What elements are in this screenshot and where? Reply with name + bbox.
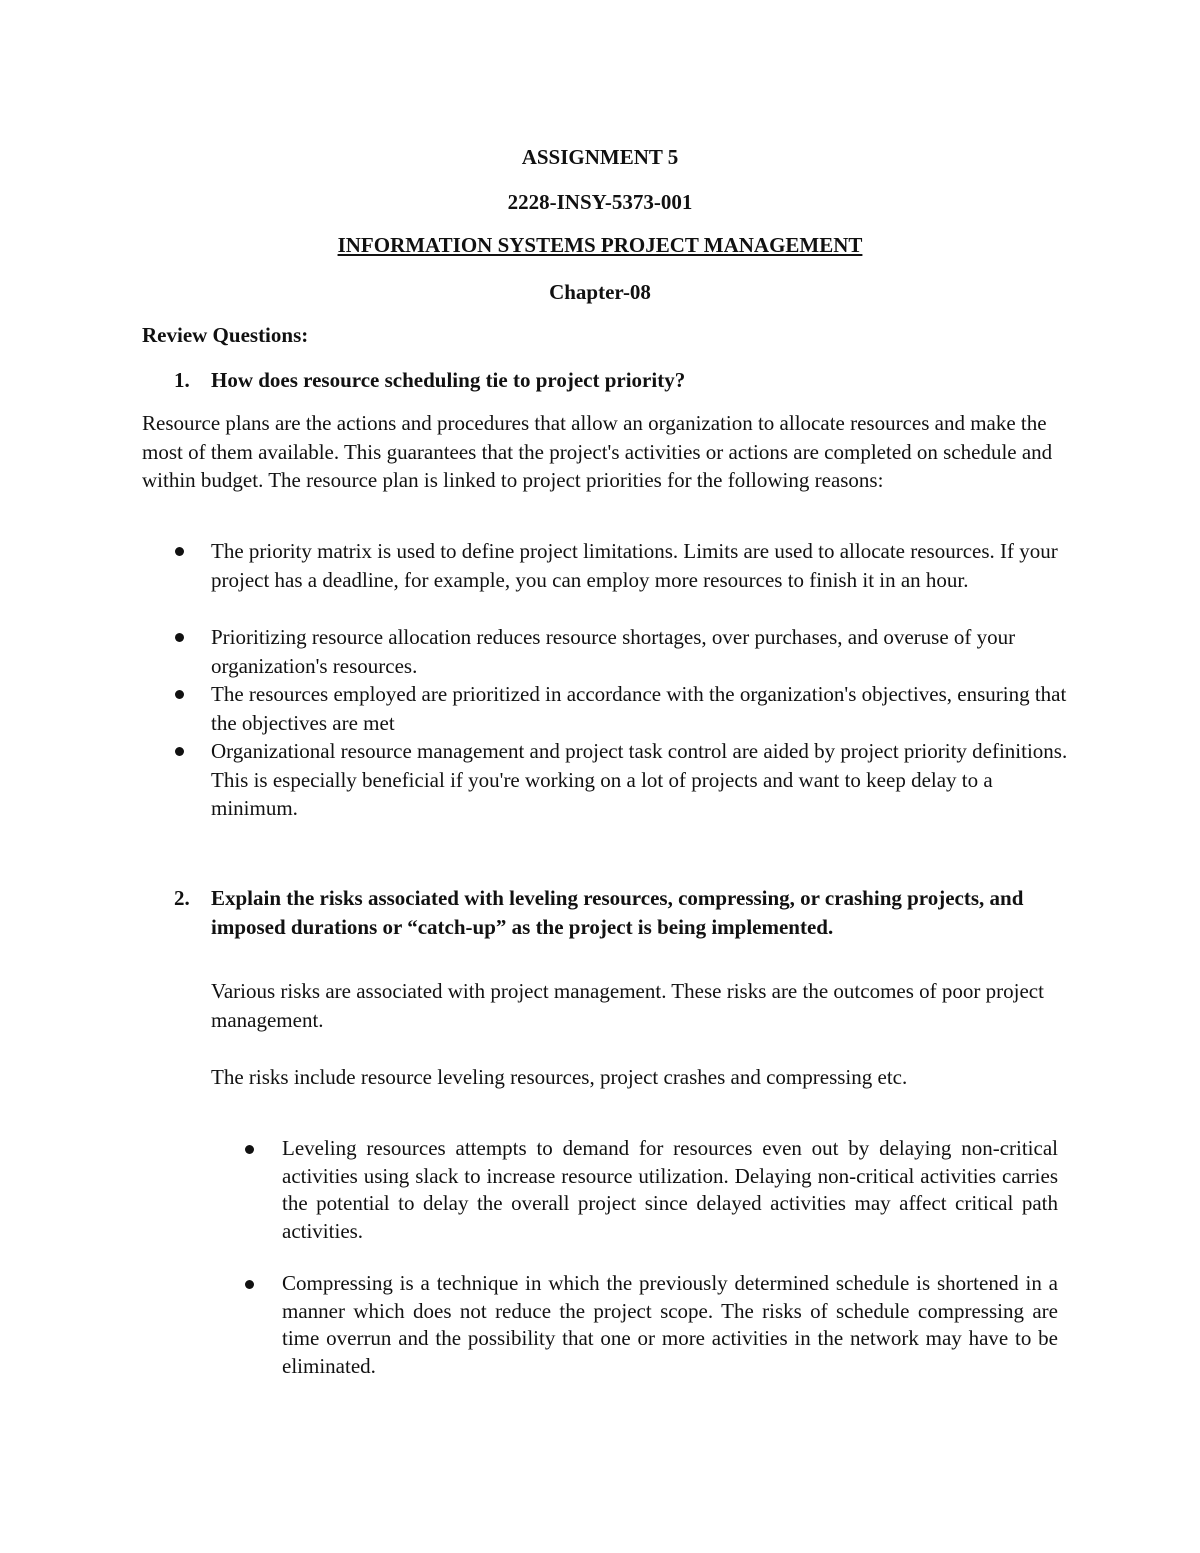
question-2-bullet-1: Leveling resources attempts to demand for resources even out by delaying non-critical activities using slack to increase resource utilization. Delaying non-critical activities carries the potential to delay the overall project since delayed activities may affect critical path activities. [282,1136,1058,1243]
question-1-bullet-2: Prioritizing resource allocation reduces resource shortages, over purchases, and overuse of your organization's resources. [211,625,1016,678]
question-1-bullet-1: The priority matrix is used to define project limitations. Limits are used to allocate resources. If your project has a deadline, for example, you can employ more resources to finish it in an hour. [211,539,1058,592]
course-name: INFORMATION SYSTEMS PROJECT MANAGEMENT [337,233,863,257]
bullet-dot [175,633,184,642]
course-code: 2228-INSY-5373-001 [507,190,693,214]
bullet-dot [245,1280,254,1289]
question-1-text: How does resource scheduling tie to project priority? [211,368,686,392]
section-heading: Review Questions: [142,323,309,347]
question-1-bullet-3: The resources employed are prioritized in accordance with the organization's objectives, ensuring that the objectives are met [211,682,1067,735]
chapter-label: Chapter-08 [549,280,651,304]
question-1-bullet-4: Organizational resource management and project task control are aided by project priority definitions. This is especially beneficial if you're working on a lot of projects and want to keep delay to a minimum. [211,739,1068,820]
question-2-text: Explain the risks associated with leveling resources, compressing, or crashing projects, and imposed durations or “catch-up” as the project is being implemented. [211,886,1024,939]
question-2-answer-para-1: Various risks are associated with project management. These risks are the outcomes of poor project management. [211,979,1044,1032]
question-2-answer-para-2: The risks include resource leveling resources, project crashes and compressing etc. [211,1065,908,1089]
question-2-number: 2. [174,886,190,910]
bullet-dot [175,690,184,699]
question-1-number: 1. [174,368,190,392]
bullet-dot [175,747,184,756]
question-2-bullet-2: Compressing is a technique in which the previously determined schedule is shortened in a manner which does not reduce the project scope. The risks of schedule compressing are time overrun and the possibility that one or more activities in the network may have to be eliminated. [282,1271,1058,1378]
assignment-title: ASSIGNMENT 5 [521,145,679,169]
bullet-dot [245,1145,254,1154]
question-1-answer-intro: Resource plans are the actions and procedures that allow an organization to allocate resources and make the most of them available. This guarantees that the project's activities or actions are completed on schedule and within budget. The resource plan is linked to project priorities for the following reasons: [142,411,1053,492]
bullet-dot [175,547,184,556]
